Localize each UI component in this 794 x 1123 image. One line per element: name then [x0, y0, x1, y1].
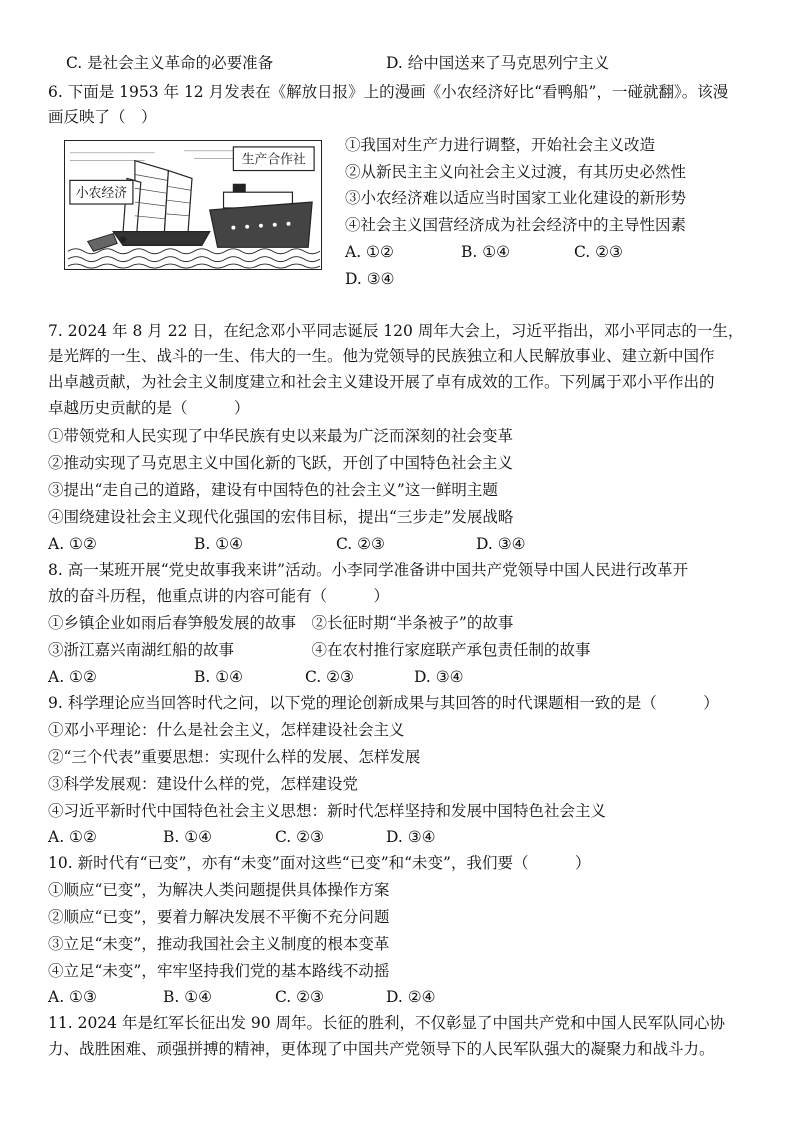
q6-option-c: C. ②③: [574, 243, 623, 261]
q7-stem-line-2: 是光辉的一生、战斗的一生、伟大的一生。他为党领导的民族独立和人民解放事业、建立新中国作: [48, 347, 715, 365]
q8-option-b: B. ①④: [194, 668, 244, 686]
q6-item-4: ④社会主义国营经济成为社会经济中的主导性因素: [345, 216, 687, 234]
q7-stem-line-1: 7. 2024 年 8 月 22 日，在纪念邓小平同志诞辰 120 周年大会上，习近平指出，邓小平同志的一生，: [48, 322, 744, 340]
q10-option-d: D. ②④: [386, 988, 436, 1006]
q10-item-2: ②顺应“已变”，要着力解决发展不平衡不充分问题: [48, 908, 390, 926]
q8-stem-line-1: 8. 高一某班开展“党史故事我来讲”活动。小李同学准备讲中国共产党领导中国人民进行改革开: [48, 561, 689, 579]
q9-item-4: ④习近平新时代中国特色社会主义思想：新时代怎样坚持和发展中国特色社会主义: [48, 802, 607, 820]
q9-item-1: ①邓小平理论：什么是社会主义，怎样建设社会主义: [48, 721, 405, 739]
q7-stem-line-3: 出卓越贡献，为社会主义制度建立和社会主义建设开展了卓有成效的工作。下列属于邓小平作出的: [48, 373, 715, 391]
q9-item-2: ②“三个代表”重要思想：实现什么样的发展、怎样发展: [48, 748, 421, 766]
q9-option-b: B. ①④: [163, 828, 213, 846]
q7-option-b: B. ①④: [194, 535, 244, 553]
q9-option-a: A. ①②: [48, 828, 97, 846]
q10-item-1: ①顺应“已变”，为解决人类问题提供具体操作方案: [48, 881, 390, 899]
steamship: [210, 184, 312, 247]
q6-option-d: D. ③④: [345, 270, 395, 288]
q8-option-d: D. ③④: [414, 668, 464, 686]
q7-item-4: ④围绕建设社会主义现代化强国的宏伟目标，提出“三步走”发展战略: [48, 508, 514, 526]
q10-option-a: A. ①③: [48, 988, 97, 1006]
q6-item-2: ②从新民主主义向社会主义过渡，有其历史必然性: [345, 163, 687, 181]
q10-option-b: B. ①④: [163, 988, 213, 1006]
cartoon-label-right: 生产合作社: [241, 152, 306, 168]
q5-option-c: C. 是社会主义革命的必要准备: [66, 54, 274, 72]
q9-option-c: C. ②③: [275, 828, 324, 846]
q7-item-1: ①带领党和人民实现了中华民族有史以来最为广泛而深刻的社会变革: [48, 427, 514, 445]
q5-option-d: D. 给中国送来了马克思列宁主义: [386, 54, 610, 72]
q6-item-3: ③小农经济难以适应当时国家工业化建设的新形势: [345, 189, 687, 207]
q10-item-4: ④立足“未变”，牢牢坚持我们党的基本路线不动摇: [48, 962, 390, 980]
q9-stem: 9. 科学理论应当回答时代之问，以下党的理论创新成果与其回答的时代课题相一致的是（ ）: [48, 694, 719, 712]
q6-option-a: A. ①②: [345, 243, 394, 261]
q7-option-c: C. ②③: [336, 535, 385, 553]
q8-option-c: C. ②③: [305, 668, 354, 686]
q8-option-a: A. ①②: [48, 668, 97, 686]
q6-item-1: ①我国对生产力进行调整，开始社会主义改造: [345, 136, 656, 154]
q10-item-3: ③立足“未变”，推动我国社会主义制度的根本变革: [48, 935, 390, 953]
q9-option-d: D. ③④: [386, 828, 436, 846]
q10-option-c: C. ②③: [275, 988, 324, 1006]
cartoon-illustration: [65, 141, 321, 269]
q10-stem: 10. 新时代有“已变”，亦有“未变”面对这些“已变”和“未变”，我们要（ ）: [48, 854, 591, 872]
q7-item-3: ③提出“走自己的道路，建设有中国特色的社会主义”这一鲜明主题: [48, 481, 498, 499]
q8-item-row-2: ③浙江嘉兴南湖红船的故事 ④在农村推行家庭联产承包责任制的故事: [48, 641, 591, 659]
q6-stem-line-1: 6. 下面是 1953 年 12 月发表在《解放日报》上的漫画《小农经济好比“看鸭船”，一碰就翻》。该漫: [48, 83, 729, 101]
q6-cartoon: [64, 140, 322, 270]
q8-stem-line-2: 放的奋斗历程，他重点讲的内容可能有（ ）: [48, 587, 390, 605]
q11-stem-line-1: 11. 2024 年是红军长征出发 90 周年。长征的胜利，不仅彰显了中国共产党和中国人民军队同心协: [48, 1014, 726, 1032]
q7-stem-line-4: 卓越历史贡献的是（ ）: [48, 399, 250, 417]
q6-stem-line-2: 画反映了（ ）: [48, 108, 157, 126]
q8-item-row-1: ①乡镇企业如雨后春笋般发展的故事 ②长征时期“半条被子”的故事: [48, 614, 514, 632]
q9-item-3: ③科学发展观：建设什么样的党，怎样建设党: [48, 775, 359, 793]
q7-option-d: D. ③④: [476, 535, 526, 553]
q7-item-2: ②推动实现了马克思主义中国化新的飞跃，开创了中国特色社会主义: [48, 454, 514, 472]
cartoon-label-left: 小农经济: [75, 186, 128, 202]
q11-stem-line-2: 力、战胜困难、顽强拼搏的精神，更体现了中国共产党领导下的人民军队强大的凝聚力和战斗力。: [48, 1040, 715, 1058]
q7-option-a: A. ①②: [48, 535, 97, 553]
q6-option-b: B. ①④: [461, 243, 511, 261]
